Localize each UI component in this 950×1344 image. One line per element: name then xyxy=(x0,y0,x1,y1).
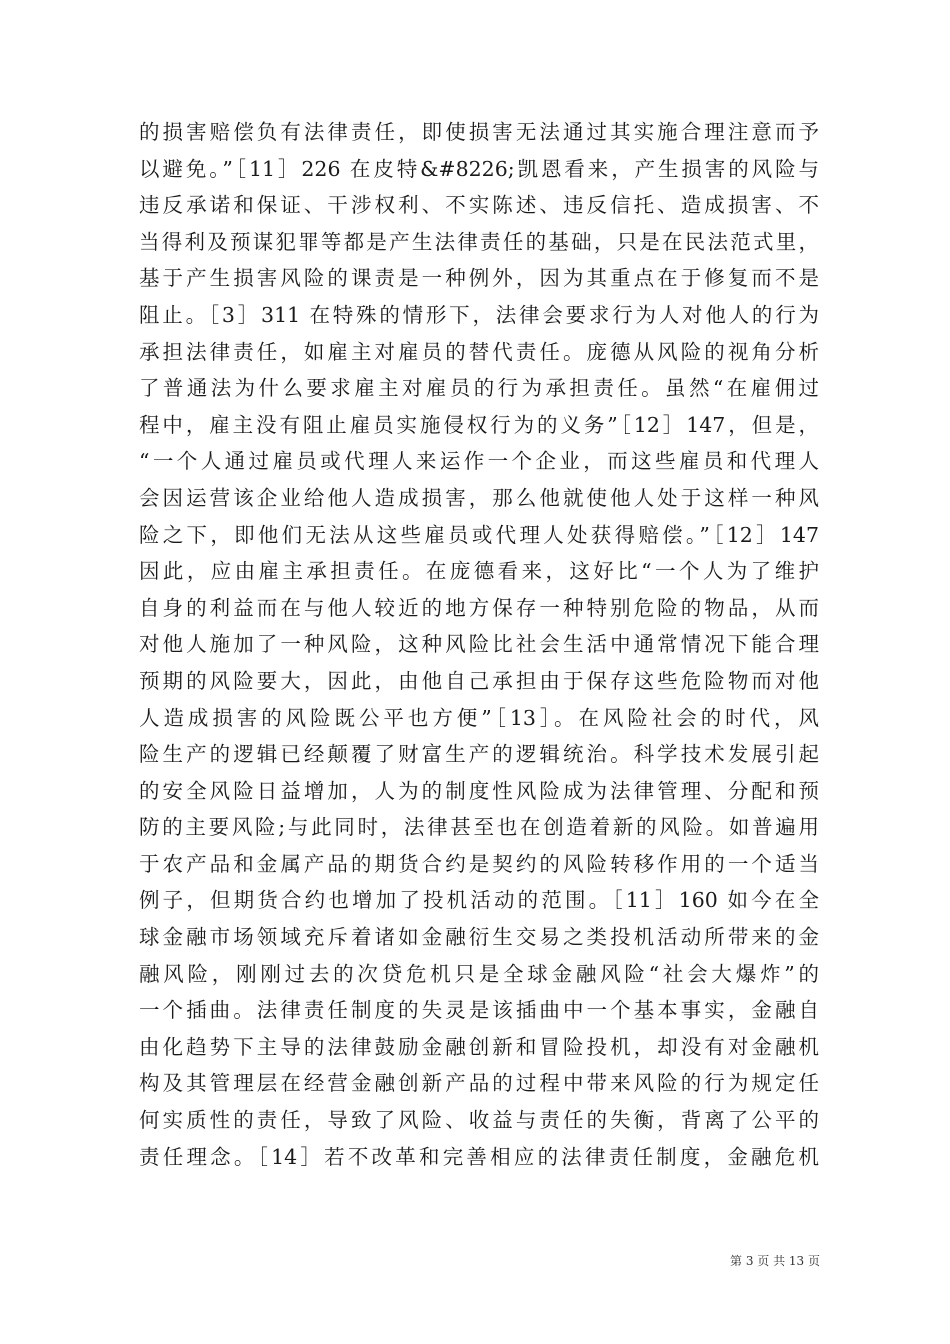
text-line: 人造成损害的风险既公平也方便”［13］。在风险社会的时代，风 xyxy=(139,705,819,730)
text-line: “一个人通过雇员或代理人来运作一个企业，而这些雇员和代理人 xyxy=(139,449,819,474)
text-line: 防的主要风险;与此同时，法律甚至也在创造着新的风险。如普遍用 xyxy=(139,815,819,840)
text-line: 例子，但期货合约也增加了投机活动的范围。［11］160 如今在全 xyxy=(139,888,819,913)
text-line: 构及其管理层在经营金融创新产品的过程中带来风险的行为规定任 xyxy=(139,1071,819,1096)
text-line: 违反承诺和保证、干涉权利、不实陈述、违反信托、造成损害、不 xyxy=(139,193,819,218)
text-line: 何实质性的责任，导致了风险、收益与责任的失衡，背离了公平的 xyxy=(139,1108,819,1133)
text-line: 一个插曲。法律责任制度的失灵是该插曲中一个基本事实，金融自 xyxy=(139,998,819,1023)
text-line: 以避免。”［11］226 在皮特&#8226;凯恩看来，产生损害的风险与 xyxy=(139,156,819,181)
body-text xyxy=(139,114,819,1175)
text-line: 对他人施加了一种风险，这种风险比社会生活中通常情况下能合理 xyxy=(139,632,819,657)
text-line: 的损害赔偿负有法律责任，即使损害无法通过其实施合理注意而予 xyxy=(139,120,819,144)
text-line: 险之下，即他们无法从这些雇员或代理人处获得赔偿。”［12］147 xyxy=(139,522,819,547)
text-line: 融风险，刚刚过去的次贷危机只是全球金融风险“社会大爆炸”的 xyxy=(139,961,819,986)
text-line: 责任理念。［14］若不改革和完善相应的法律责任制度，金融危机 xyxy=(139,1144,819,1169)
text-line: 预期的风险要大，因此，由他自己承担由于保存这些危险物而对他 xyxy=(139,668,819,693)
text-line: 自身的利益而在与他人较近的地方保存一种特别危险的物品，从而 xyxy=(139,595,819,620)
text-line: 程中，雇主没有阻止雇员实施侵权行为的义务”［12］147，但是， xyxy=(139,412,819,437)
text-line: 因此，应由雇主承担责任。在庞德看来，这好比“一个人为了维护 xyxy=(139,559,819,584)
text-line: 的安全风险日益增加，人为的制度性风险成为法律管理、分配和预 xyxy=(139,778,819,803)
text-line: 于农产品和金属产品的期货合约是契约的风险转移作用的一个适当 xyxy=(139,851,819,876)
page-number: 第 3 页 共 13 页 xyxy=(730,1254,820,1268)
text-line: 了普通法为什么要求雇主对雇员的行为承担责任。虽然“在雇佣过 xyxy=(139,376,819,401)
text-line: 阻止。［3］311 在特殊的情形下，法律会要求行为人对他人的行为 xyxy=(139,302,819,327)
text-line: 承担法律责任，如雇主对雇员的替代责任。庞德从风险的视角分析 xyxy=(139,339,819,364)
text-line: 险生产的逻辑已经颠覆了财富生产的逻辑统治。科学技术发展引起 xyxy=(139,742,819,767)
text-line: 由化趋势下主导的法律鼓励金融创新和冒险投机，却没有对金融机 xyxy=(139,1034,819,1059)
text-line: 当得利及预谋犯罪等都是产生法律责任的基础，只是在民法范式里， xyxy=(139,229,819,254)
text-line: 会因运营该企业给他人造成损害，那么他就使他人处于这样一种风 xyxy=(139,485,819,510)
text-line: 球金融市场领域充斥着诸如金融衍生交易之类投机活动所带来的金 xyxy=(139,925,819,950)
text-line: 基于产生损害风险的课责是一种例外，因为其重点在于修复而不是 xyxy=(139,266,819,291)
